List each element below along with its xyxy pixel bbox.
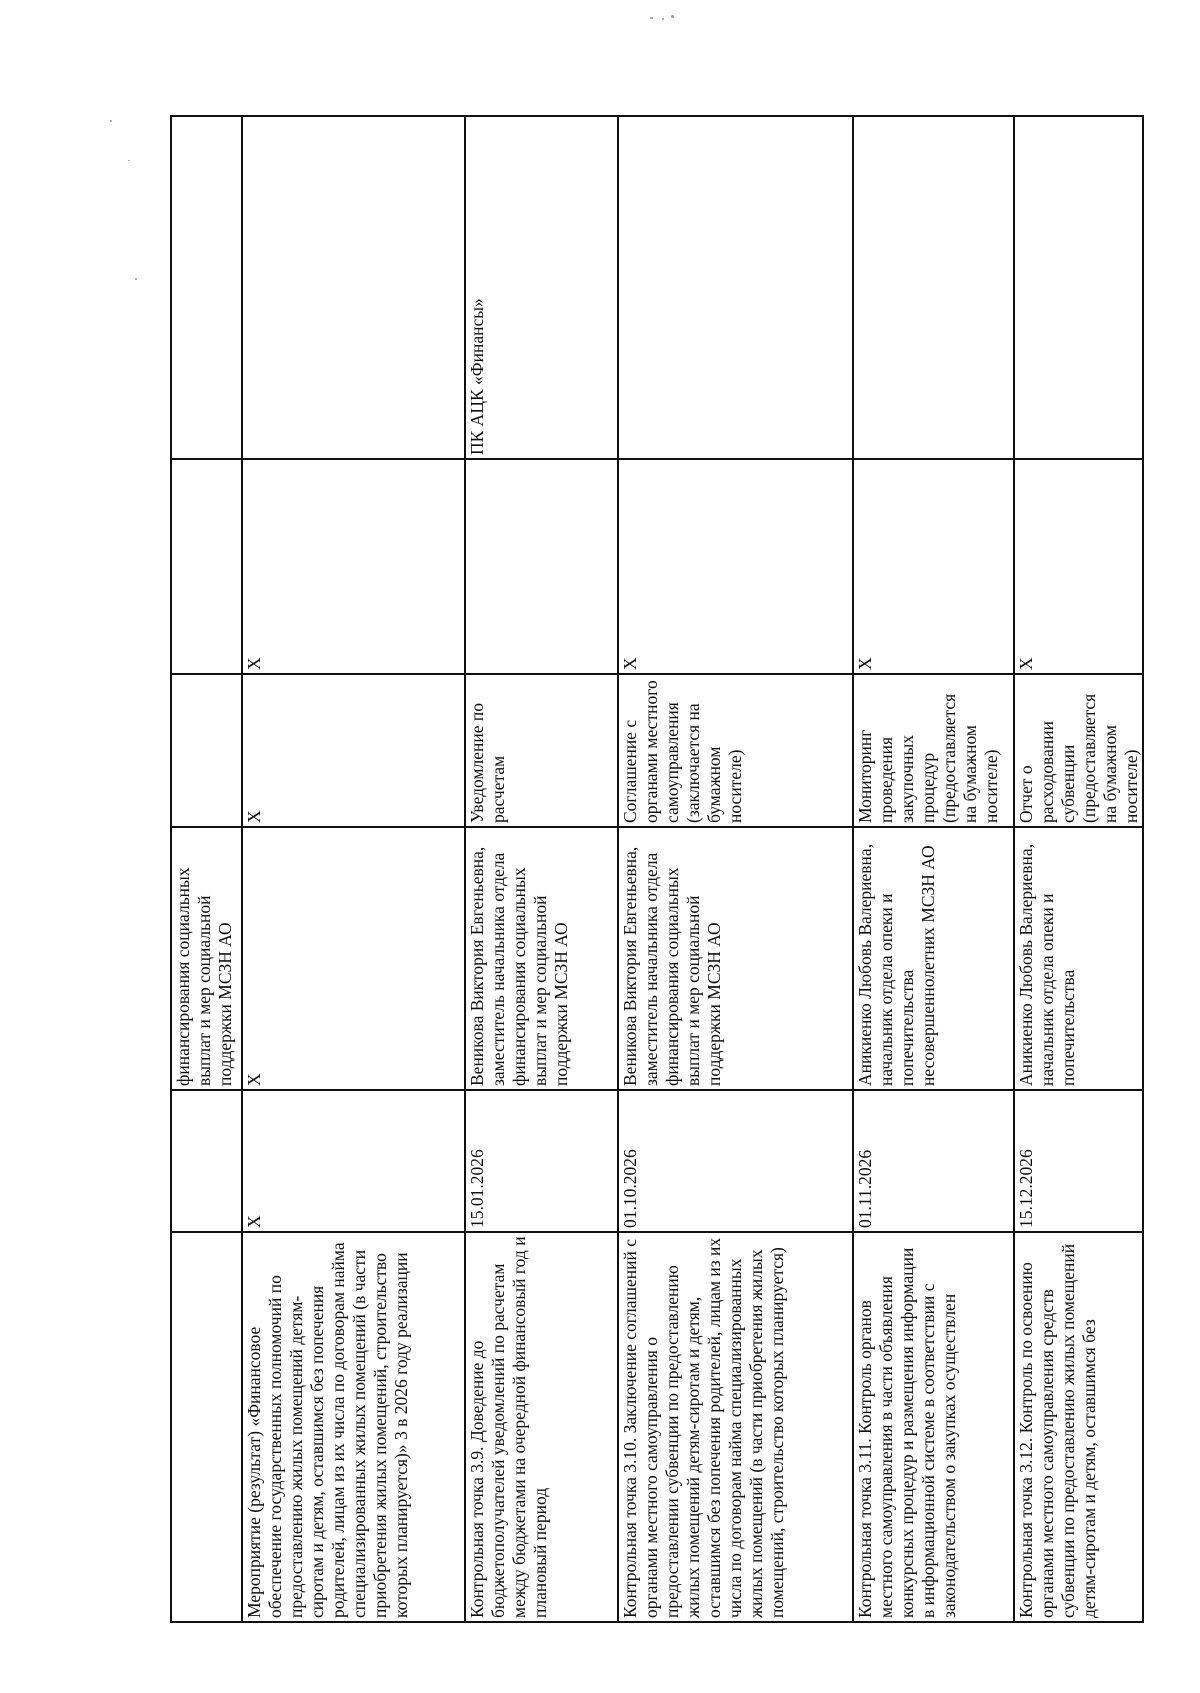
scan-speck xyxy=(671,15,674,18)
table-cell: Х xyxy=(242,674,465,827)
table-cell: Соглашение с органами местного самоуправления (заключается на бумажном носителе) xyxy=(618,674,853,827)
table-cell: Веникова Виктория Евгеньевна, заместитель начальника отдела финансирования социальных выплат и мер социальной поддержки МСЗН АО xyxy=(618,827,853,1090)
table-cell xyxy=(242,116,465,459)
table-cell: Отчет о расходовании субвенции (предоставляется на бумажном носителе) xyxy=(1014,674,1143,827)
table-cell: Х xyxy=(242,1090,465,1232)
table-row xyxy=(171,116,242,1622)
scan-speck xyxy=(110,120,112,122)
table-cell: Уведомление по расчетам xyxy=(465,674,618,827)
table-cell: 01.10.2026 xyxy=(618,1090,853,1232)
table-cell: 15.12.2026 xyxy=(1014,1090,1143,1232)
table-cell xyxy=(171,116,242,459)
table-cell: Х xyxy=(242,459,465,674)
rotated-page xyxy=(170,117,1141,1623)
scan-speck xyxy=(135,278,137,280)
table-cell: Контрольная точка 3.11. Контроль органов местного самоуправления в части объявления конкурсных процедур и размещения информации в информационной системе в соответствии с законодательством о закупках осуществлен xyxy=(853,1232,1014,1622)
table-cell: Аникиенко Любовь Валериевна, начальник отдела опеки и попечительства xyxy=(1014,827,1143,1090)
table-cell xyxy=(618,116,853,459)
table-cell xyxy=(171,459,242,674)
table-row xyxy=(465,116,618,1622)
table-cell: Контрольная точка 3.9. Доведение до бюджетополучателей уведомлений по расчетам между бюджетами на очередной финансовый год и плановый период xyxy=(465,1232,618,1622)
table-cell xyxy=(465,459,618,674)
table-cell: ПК АЦК «Финансы» xyxy=(465,116,618,459)
table-cell xyxy=(1014,116,1143,459)
table-cell xyxy=(171,674,242,827)
scan-speck xyxy=(650,17,653,19)
table-cell xyxy=(853,116,1014,459)
table-cell: 15.01.2026 xyxy=(465,1090,618,1232)
table-row xyxy=(1014,116,1143,1622)
table-row xyxy=(242,116,465,1622)
table-cell: Х xyxy=(853,459,1014,674)
scan-speck xyxy=(662,18,664,20)
table-cell: финансирования социальных выплат и мер социальной поддержки МСЗН АО xyxy=(171,827,242,1090)
table-cell xyxy=(171,1090,242,1232)
table-cell: Контрольная точка 3.12. Контроль по освоению органами местного самоуправления средств субвенции по предоставлению жилых помещений детям-сиротам и детям, оставшимся без xyxy=(1014,1232,1143,1622)
table-cell: Веникова Виктория Евгеньевна, заместитель начальника отдела финансирования социальных выплат и мер социальной поддержки МСЗН АО xyxy=(465,827,618,1090)
table-cell: 01.11.2026 xyxy=(853,1090,1014,1232)
table-cell: Х xyxy=(618,459,853,674)
table-cell: Мероприятие (результат) «Финансовое обеспечение государственных полномочий по предоставлению жилых помещений детям-сиротам и детям, оставшимся без попечения родителей, лицам из их числа по договорам найма специализированных жилых помещений (в части приобретения жилых помещений, строительство которых планируется)» 3 в 2026 году реализации xyxy=(242,1232,465,1622)
scan-speck xyxy=(128,160,130,161)
table-row xyxy=(853,116,1014,1622)
table-cell: Аникиенко Любовь Валериевна, начальник отдела опеки и попечительства несовершеннолетних МСЗН АО xyxy=(853,827,1014,1090)
activity-table xyxy=(170,115,1144,1623)
table-cell: Мониторинг проведения закупочных процедур (предоставляется на бумажном носителе) xyxy=(853,674,1014,827)
table-cell xyxy=(171,1232,242,1622)
table-cell: Контрольная точка 3.10. Заключение соглашений с органами местного самоуправления о предоставлении субвенции по предоставлению жилых помещений детям-сиротам и детям, оставшимся без попечения родителей, лицам из их числа по договорам найма специализированных жилых помещений (в части приобретения жилых помещений, строительство которых планируется) xyxy=(618,1232,853,1622)
table-row xyxy=(618,116,853,1622)
table-cell: Х xyxy=(1014,459,1143,674)
table-cell: Х xyxy=(242,827,465,1090)
